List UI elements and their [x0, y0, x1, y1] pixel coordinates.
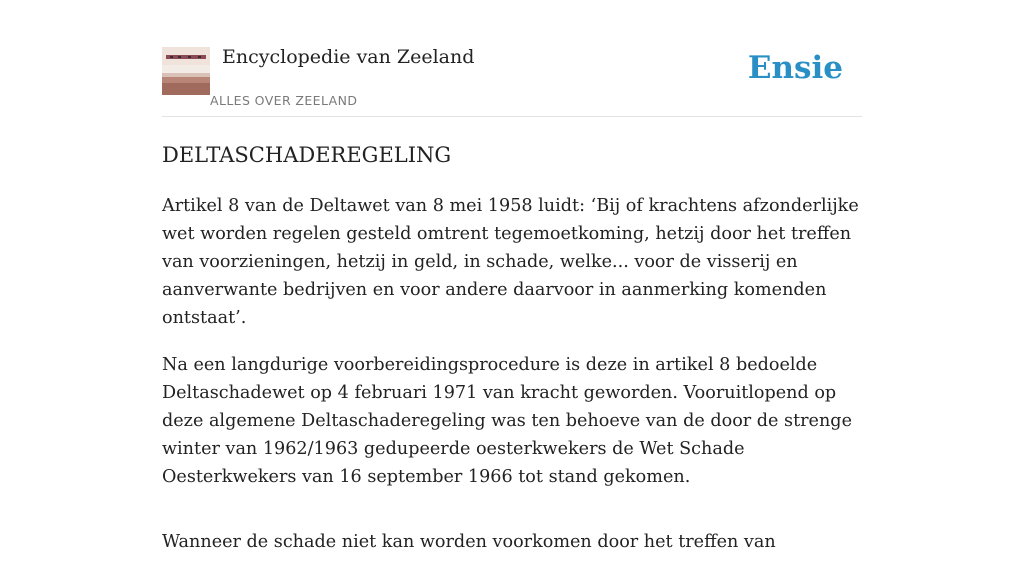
site-header	[162, 44, 862, 117]
book-stack-icon	[162, 47, 210, 95]
site-title[interactable]: Encyclopedie van Zeeland	[222, 46, 475, 68]
article-paragraph: Na een langdurige voorbereidingsprocedure is deze in artikel 8 bedoelde Deltaschadewet op 4 februari 1971 van kracht geworden. Vooruitlopend op deze algemene Deltaschaderegeling was ten behoeve van de door de strenge winter van 1962/1963 gedupeerde oesterkwekers de Wet Schade Oesterkwekers van 16 september 1966 tot stand gekomen.	[162, 355, 852, 487]
site-subtitle: ALLES OVER ZEELAND	[210, 93, 358, 108]
brand-logo[interactable]: Ensie	[747, 50, 843, 86]
site-avatar[interactable]	[162, 47, 210, 95]
article-paragraph: Artikel 8 van de Deltawet van 8 mei 1958 luidt: ‘Bij of krachtens afzonderlijke wet worden regelen gesteld omtrent tegemoetkoming, hetzij door het treffen van voorzieningen, hetzij in geld, in schade, welke... voor de visserij en aanverwante bedrijven en voor andere daarvoor in aanmerking komenden ontstaat’.	[162, 196, 859, 328]
article-title: DELTASCHADEREGELING	[162, 143, 452, 167]
article	[162, 140, 866, 575]
article-paragraph: Wanneer de schade niet kan worden voorkomen door het treffen van	[162, 532, 776, 552]
